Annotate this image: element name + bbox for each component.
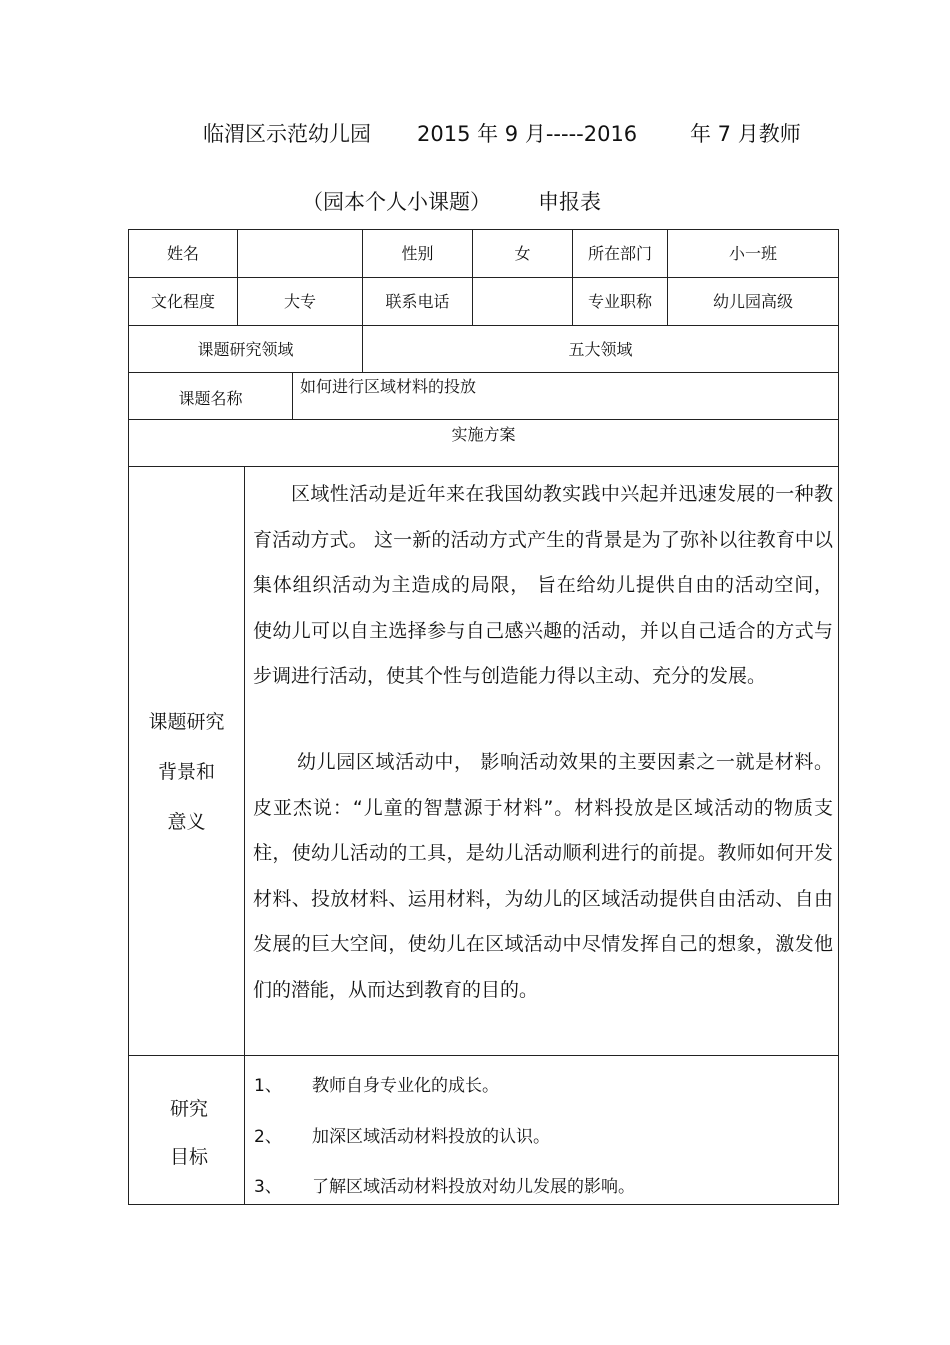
gender-value: 女 (514, 244, 531, 263)
goal-2-number: 2、 (254, 1127, 282, 1147)
research-goals-label: 研究 目标 (169, 1098, 208, 1168)
professional-title-label: 专业职称 (587, 292, 652, 311)
education-value: 大专 (283, 292, 316, 311)
dept-value: 小一班 (728, 244, 777, 263)
form-title-line1 (0, 118, 950, 148)
goal-1-text: 教师自身专业化的成长。 (312, 1076, 499, 1096)
background-paragraph-1: 区域性活动是近年来在我国幼教实践中兴起并迅速发展的一种教育活动方式。 这一新的活动方式产生的背景是为了弥补以往教育中以集体组织活动为主造成的局限， 旨在给幼儿提供自由的活动空间， 使幼儿可以自主选择参与自己感兴趣的活动，并以自己适合的方式与步调进行活动，使其个性与创造能力得以主动、充分的发展。 (253, 483, 833, 687)
goal-2-text: 加深区域活动材料投放的认识。 (312, 1127, 550, 1147)
education-label: 文化程度 (150, 292, 215, 311)
title-period: 2015 年 9 月-----2016 (417, 122, 638, 146)
form-title-line2-left: （园本个人小课题） (302, 190, 491, 214)
research-field-label: 课题研究领域 (197, 340, 294, 359)
name-label: 姓名 (166, 244, 199, 263)
goal-3-number: 3、 (254, 1177, 282, 1197)
title-school: 临渭区示范幼儿园 (203, 122, 371, 146)
implementation-plan-label: 实施方案 (451, 425, 516, 444)
phone-label: 联系电话 (385, 292, 450, 311)
goal-1-number: 1、 (254, 1076, 282, 1096)
goal-3-text: 了解区域活动材料投放对幼儿发展的影响。 (312, 1177, 635, 1197)
form-title-line2-right: 申报表 (538, 190, 601, 214)
topic-name-value: 如何进行区域材料的投放 (300, 377, 477, 396)
gender-label: 性别 (401, 244, 434, 263)
professional-title-value: 幼儿园高级 (712, 292, 793, 311)
title-suffix: 年 7 月教师 (690, 122, 801, 146)
research-field-value: 五大领域 (568, 340, 633, 359)
dept-label: 所在部门 (587, 244, 652, 263)
background-label: 课题研究 背景和 意义 (148, 711, 225, 833)
topic-name-label: 课题名称 (178, 389, 243, 408)
background-paragraph-2: 幼儿园区域活动中， 影响活动效果的主要因素之一就是材料。皮亚杰说：“儿童的智慧源于材料”。材料投放是区域活动的物质支柱，使幼儿活动的工具，是幼儿活动顺利进行的前提。教师如何开发材料、投放材料、运用材料，为幼儿的区域活动提供自由活动、自由发展的巨大空间，使幼儿在区域活动中尽情发挥自己的想象，激发他们的潜能，从而达到教育的目的。 (253, 751, 833, 1001)
